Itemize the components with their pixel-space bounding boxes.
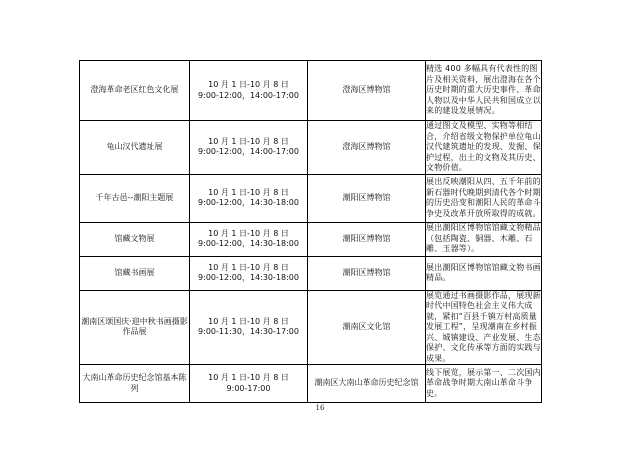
exhibition-venue: 潮阳区博物馆 [308, 256, 426, 290]
opening-hours: 9:00-12:00，14:30-18:00 [198, 273, 299, 282]
date-range: 10 月 1 日-10 月 8 日 [208, 316, 289, 326]
opening-hours: 9:00-12:00，14:30-18:00 [198, 239, 299, 248]
page-number: 16 [315, 404, 325, 412]
exhibition-table [79, 60, 542, 403]
exhibition-description: 展览通过书画摄影作品，展现新时代中国特色社会主义伟大成就，紧扣“百县千镇万村高质量发展工程”，呈现潮南在乡村振兴、城镇建设、产业发展、生态保护、文化传承等方面的实践与成果。 [426, 290, 541, 363]
exhibition-description: 线下展览，展示第一、二次国内革命战争时期大南山革命斗争史。 [426, 365, 542, 403]
exhibition-time [190, 61, 308, 121]
exhibition-name: 千年古邑--潮阳主题展 [80, 174, 190, 222]
opening-hours: 9:00-17:00 [226, 383, 271, 393]
exhibition-name: 澄海革命老区红色文化展 [80, 61, 190, 121]
opening-hours: 9:00-12:00，14:30-18:00 [198, 198, 299, 207]
table-row [80, 222, 542, 256]
exhibition-venue: 潮阳区博物馆 [308, 174, 426, 222]
exhibition-description: 展出潮阳区博物馆馆藏文物精品（包括陶瓷、铜器、木雕、石雕、玉器等）。 [426, 222, 542, 256]
exhibition-venue: 潮南区大南山革命历史纪念馆 [308, 365, 426, 403]
table-row [80, 365, 542, 403]
date-range: 10 月 1 日-10 月 8 日 [208, 228, 289, 238]
opening-hours: 9:00-12:00，14:00-17:00 [198, 90, 299, 100]
exhibition-description: 精选 400 多幅具有代表性的图片及相关资料，展出澄海在各个历史时期的重大历史事件、革命人物以及中华人民共和国成立以来的建设发展情况。 [426, 61, 542, 121]
exhibition-time [190, 121, 308, 175]
exhibition-time [190, 290, 308, 365]
table-row [80, 121, 542, 175]
table-row [80, 174, 542, 222]
date-range: 10 月 1 日-10 月 8 日 [208, 262, 289, 272]
date-range: 10 月 1 日-10 月 8 日 [208, 80, 289, 89]
exhibition-name: 潮南区颂国庆·迎中秋书画摄影作品展 [80, 290, 190, 365]
table-row [80, 290, 542, 365]
exhibition-venue: 潮南区文化馆 [308, 290, 426, 365]
exhibition-description: 展出潮阳区博物馆馆藏文物书画精品。 [426, 256, 542, 290]
date-range: 10 月 1 日-10 月 8 日 [208, 373, 289, 382]
exhibition-description: 通过图文及模型、实物等相结合，介绍省级文物保护单位龟山汉代建筑遗址的发现、发掘、保护过程，出土的文物及其历史、文物价值。 [426, 121, 541, 172]
table-row [80, 256, 542, 290]
exhibition-name: 大南山革命历史纪念馆基本陈列 [80, 365, 190, 403]
table-row [80, 61, 542, 121]
exhibition-name: 馆藏书画展 [80, 256, 190, 290]
exhibition-time [190, 222, 308, 256]
exhibition-time [190, 365, 308, 403]
exhibition-venue: 潮阳区博物馆 [308, 222, 426, 256]
date-range: 10 月 1 日-10 月 8 日 [208, 136, 289, 146]
opening-hours: 9:00-12:00，14:00-17:00 [198, 147, 299, 157]
exhibition-time [190, 174, 308, 222]
exhibition-venue: 澄海区博物馆 [308, 61, 426, 121]
date-range: 10 月 1 日-10 月 8 日 [208, 187, 289, 197]
exhibition-name: 馆藏文物展 [80, 222, 190, 256]
exhibition-venue: 澄海区博物馆 [308, 121, 426, 175]
opening-hours: 9:00-11:30，14:30-17:00 [198, 327, 299, 337]
exhibition-time [190, 256, 308, 290]
exhibition-description: 展出反映潮阳从四、五千年前的新石器时代晚期到清代各个时期的历史沿变和潮阳人民的革命斗争史及改革开放所取得的成就。 [426, 174, 542, 222]
exhibition-name: 龟山汉代遗址展 [80, 121, 190, 175]
